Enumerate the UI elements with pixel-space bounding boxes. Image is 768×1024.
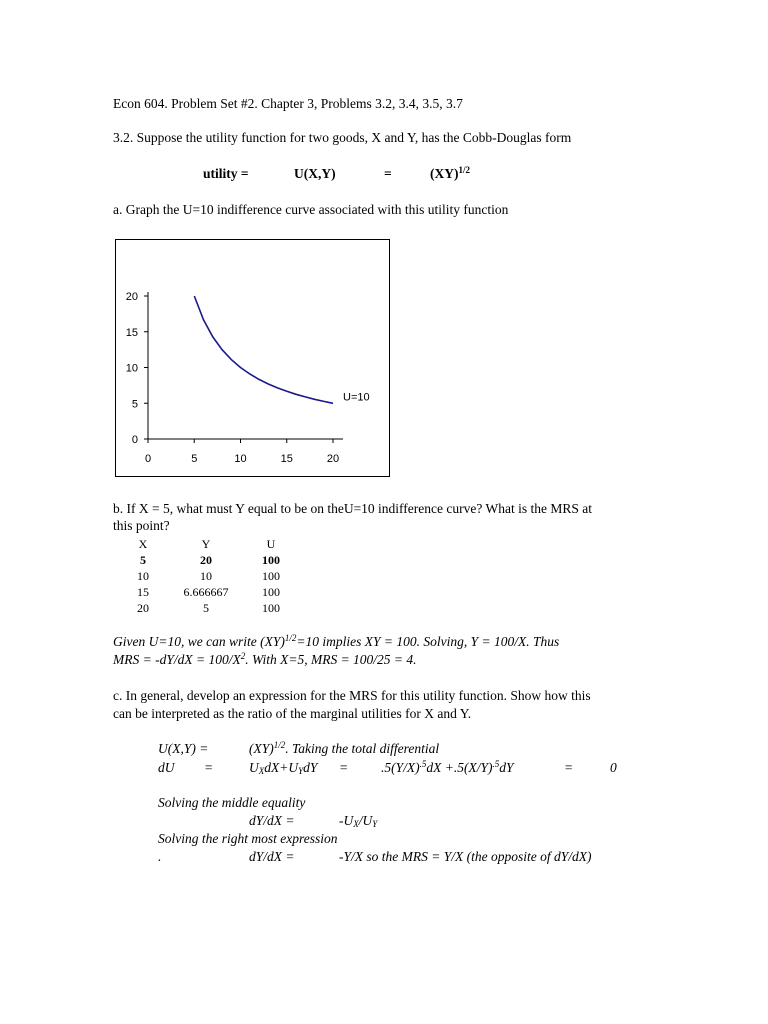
problem-3-2-intro: 3.2. Suppose the utility function for two goods, X and Y, has the Cobb-Douglas form bbox=[113, 130, 572, 145]
solving-middle-label: Solving the middle equality bbox=[158, 795, 306, 810]
x-tick-label: 10 bbox=[234, 453, 247, 465]
derivation-text: dY bbox=[499, 760, 514, 775]
derivation-dydx-2-lhs: dY/dX = bbox=[249, 849, 295, 864]
derivation-subscript: X bbox=[258, 766, 265, 776]
page-title: Econ 604. Problem Set #2. Chapter 3, Problems 3.2, 3.4, 3.5, 3.7 bbox=[113, 96, 463, 111]
table-header-y: Y bbox=[201, 536, 211, 551]
derivation-text: dX +.5(X/Y) bbox=[426, 760, 493, 775]
table-cell: 5 bbox=[203, 600, 209, 615]
table-row bbox=[120, 584, 296, 600]
part-b-answer-line2 bbox=[113, 652, 417, 668]
formula-uxy: U(X,Y) bbox=[294, 166, 336, 181]
table-cell: 20 bbox=[200, 552, 212, 567]
table-row bbox=[120, 568, 296, 584]
formula-utility-label: utility = bbox=[203, 166, 249, 181]
table-row bbox=[120, 552, 296, 568]
formula-rhs-exponent: 1/2 bbox=[458, 165, 471, 175]
answer-text: =10 implies XY = 100. Solving, Y = 100/X. Thus bbox=[296, 634, 560, 649]
answer-exponent: 1/2 bbox=[284, 633, 297, 643]
indifference-curve-chart bbox=[115, 239, 390, 477]
table-cell: 10 bbox=[137, 568, 149, 583]
answer-text: MRS = -dY/dX = 100/X bbox=[113, 652, 241, 667]
xyu-table bbox=[120, 536, 296, 616]
table-cell: 5 bbox=[140, 552, 146, 567]
derivation-du-eq2: = bbox=[339, 760, 349, 775]
derivation-du-rhs bbox=[381, 760, 514, 776]
derivation-dydx-1-rhs bbox=[339, 813, 377, 829]
x-tick-label: 0 bbox=[144, 453, 152, 465]
y-tick-label: 10 bbox=[125, 362, 138, 375]
derivation-text: . Taking the total differential bbox=[285, 741, 440, 756]
table-header-x: X bbox=[138, 536, 148, 551]
table-cell: 20 bbox=[137, 600, 149, 615]
derivation-u-rhs bbox=[249, 741, 439, 757]
table-cell: 100 bbox=[262, 584, 280, 599]
table-header-row bbox=[120, 536, 296, 552]
derivation-exponent: .5 bbox=[419, 759, 427, 769]
derivation-text: (XY) bbox=[249, 741, 274, 756]
y-tick-label: 0 bbox=[131, 434, 138, 446]
part-c-question-line1: c. In general, develop an expression for the MRS for this utility function. Show how this bbox=[113, 688, 591, 703]
chart-svg bbox=[116, 240, 389, 476]
derivation-u-lhs: U(X,Y) = bbox=[158, 741, 209, 756]
part-b-answer-line1 bbox=[113, 634, 559, 650]
formula-equals: = bbox=[384, 166, 392, 181]
derivation-subscript: Y bbox=[298, 766, 304, 776]
derivation-du-mid bbox=[249, 760, 317, 776]
derivation-exponent: 1/2 bbox=[273, 740, 286, 750]
derivation-exponent: .5 bbox=[492, 759, 500, 769]
derivation-dydx-1-lhs: dY/dX = bbox=[249, 813, 295, 828]
derivation-text: U bbox=[249, 760, 259, 775]
indifference-curve-line bbox=[194, 296, 333, 403]
formula-rhs bbox=[430, 166, 470, 182]
derivation-text: dX+U bbox=[264, 760, 299, 775]
answer-text: . With X=5, MRS = 100/25 = 4. bbox=[245, 652, 417, 667]
table-cell: 15 bbox=[137, 584, 149, 599]
table-cell: 100 bbox=[262, 600, 280, 615]
derivation-du-eq3: = bbox=[564, 760, 574, 775]
stray-dot: . bbox=[158, 849, 162, 864]
part-b-question-line2: this point? bbox=[113, 518, 170, 533]
derivation-text: /U bbox=[358, 813, 373, 828]
derivation-subscript: X bbox=[353, 819, 359, 829]
table-cell: 6.666667 bbox=[183, 584, 229, 599]
derivation-du-eq1: = bbox=[204, 760, 214, 775]
formula-rhs-base: (XY) bbox=[430, 166, 459, 181]
y-tick-label: 15 bbox=[125, 326, 138, 339]
derivation-text: dY bbox=[303, 760, 318, 775]
part-b-question-line1: b. If X = 5, what must Y equal to be on theU=10 indifference curve? What is the MRS at bbox=[113, 501, 592, 516]
derivation-du: dU bbox=[158, 760, 175, 775]
answer-exponent: 2 bbox=[240, 651, 246, 661]
derivation-text: .5(Y/X) bbox=[381, 760, 420, 775]
table-header-u: U bbox=[266, 536, 276, 551]
table-cell: 100 bbox=[262, 568, 280, 583]
part-a-question: a. Graph the U=10 indifference curve associated with this utility function bbox=[113, 202, 509, 217]
answer-text: Given U=10, we can write (XY) bbox=[113, 634, 285, 649]
part-c-question-line2: can be interpreted as the ratio of the marginal utilities for X and Y. bbox=[113, 706, 472, 721]
y-tick-label: 5 bbox=[131, 398, 138, 411]
table-row bbox=[120, 600, 296, 616]
derivation-du-zero: 0 bbox=[610, 760, 617, 775]
x-tick-label: 20 bbox=[326, 453, 340, 465]
table-cell: 10 bbox=[200, 568, 212, 583]
derivation-subscript: Y bbox=[372, 819, 378, 829]
x-tick-label: 5 bbox=[191, 453, 198, 465]
table-cell: 100 bbox=[262, 552, 280, 567]
solving-right-label: Solving the right most expression bbox=[158, 831, 338, 846]
derivation-dydx-2-rhs: -Y/X so the MRS = Y/X (the opposite of dY/dX) bbox=[339, 849, 592, 864]
y-tick-label: 20 bbox=[125, 291, 138, 303]
x-tick-label: 15 bbox=[280, 453, 293, 465]
series-label: U=10 bbox=[343, 391, 370, 404]
derivation-text: -U bbox=[339, 813, 354, 828]
